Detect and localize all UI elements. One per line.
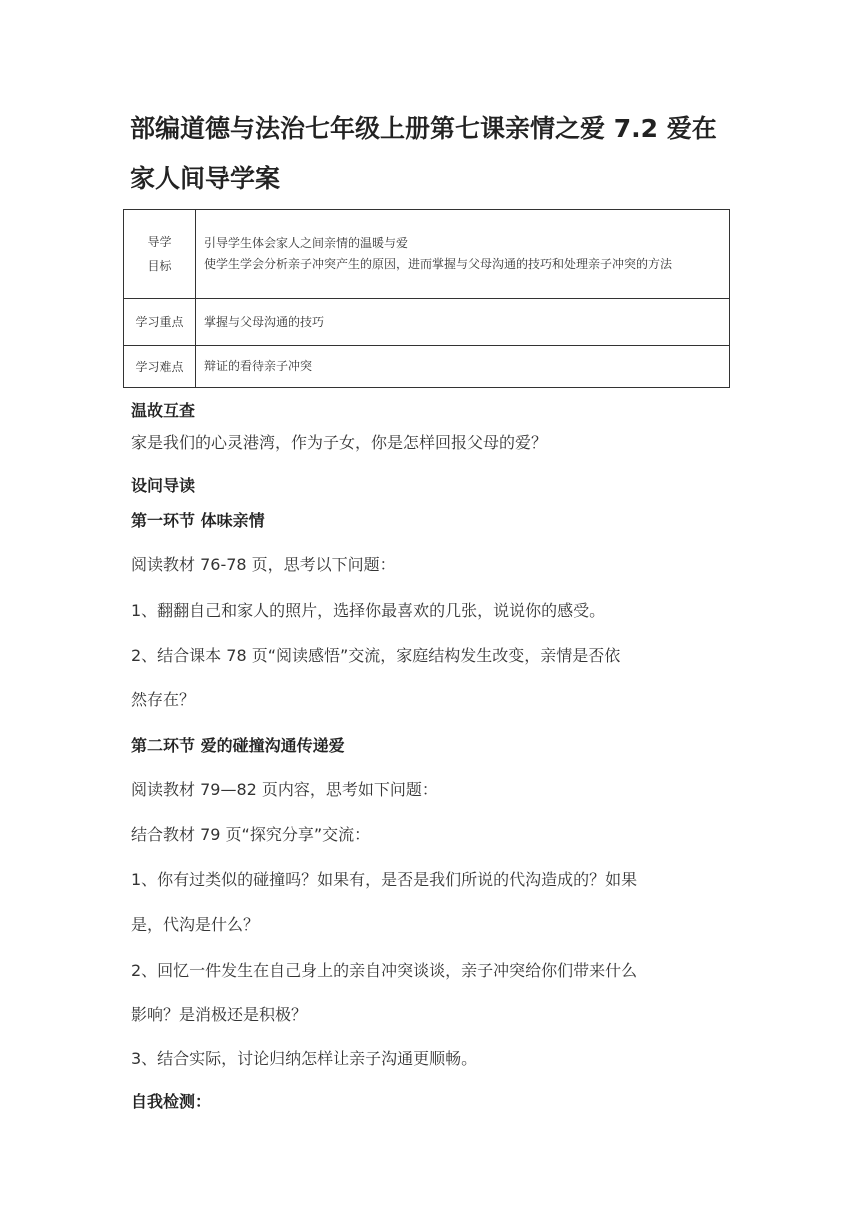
objectives-table xyxy=(123,209,730,388)
objective-line-2: 使学生学会分析亲子冲突产生的原因，进而掌握与父母沟通的技巧和处理亲子冲突的方法 xyxy=(204,257,673,271)
part2-intro: 阅读教材 79—82 页内容，思考如下问题： xyxy=(131,780,438,799)
table-label-objectives: 导学目标 xyxy=(124,210,196,299)
page-title: 部编道德与法治七年级上册第七课亲情之爱 7.2 爱在家人间导学案 xyxy=(130,114,717,193)
table-value-key-point: 掌握与父母沟通的技巧 xyxy=(196,299,730,346)
table-row xyxy=(124,346,730,388)
table-value-difficulty: 辩证的看待亲子冲突 xyxy=(196,346,730,388)
objective-line-1: 引导学生体会家人之间亲情的温暖与爱 xyxy=(204,236,409,250)
part2-question-2-line-1: 2、回忆一件发生在自己身上的亲自冲突谈谈，亲子冲突给你们带来什么 xyxy=(131,961,638,980)
section-heading-review: 温故互查 xyxy=(131,401,196,420)
table-row xyxy=(124,299,730,346)
part1-question-2-line-2: 然存在？ xyxy=(131,690,196,709)
part2-heading: 第二环节 爱的碰撞沟通传递爱 xyxy=(131,736,345,755)
part1-intro: 阅读教材 76-78 页，思考以下问题： xyxy=(131,555,396,574)
part2-question-1-line-2: 是，代沟是什么？ xyxy=(131,915,260,934)
part2-subheading: 结合教材 79 页“探究分享”交流： xyxy=(131,825,371,844)
part1-question-2-line-1: 2、结合课本 78 页“阅读感悟”交流，家庭结构发生改变，亲情是否依 xyxy=(131,646,621,665)
part1-question-1: 1、翻翻自己和家人的照片，选择你最喜欢的几张，说说你的感受。 xyxy=(131,601,606,620)
table-value-objectives xyxy=(196,210,730,299)
table-label-key-point: 学习重点 xyxy=(124,299,196,346)
part1-heading: 第一环节 体味亲情 xyxy=(131,511,265,530)
section-heading-guide: 设问导读 xyxy=(131,476,196,495)
table-row xyxy=(124,210,730,299)
part2-question-1-line-1: 1、你有过类似的碰撞吗？如果有，是否是我们所说的代沟造成的？如果 xyxy=(131,870,638,889)
table-label-difficulty: 学习难点 xyxy=(124,346,196,388)
self-test-heading: 自我检测： xyxy=(131,1092,212,1111)
part2-question-2-line-2: 影响？是消极还是积极？ xyxy=(131,1005,308,1024)
part2-question-3: 3、结合实际，讨论归纳怎样让亲子沟通更顺畅。 xyxy=(131,1049,478,1068)
review-question: 家是我们的心灵港湾，作为子女，你是怎样回报父母的爱？ xyxy=(131,433,548,452)
